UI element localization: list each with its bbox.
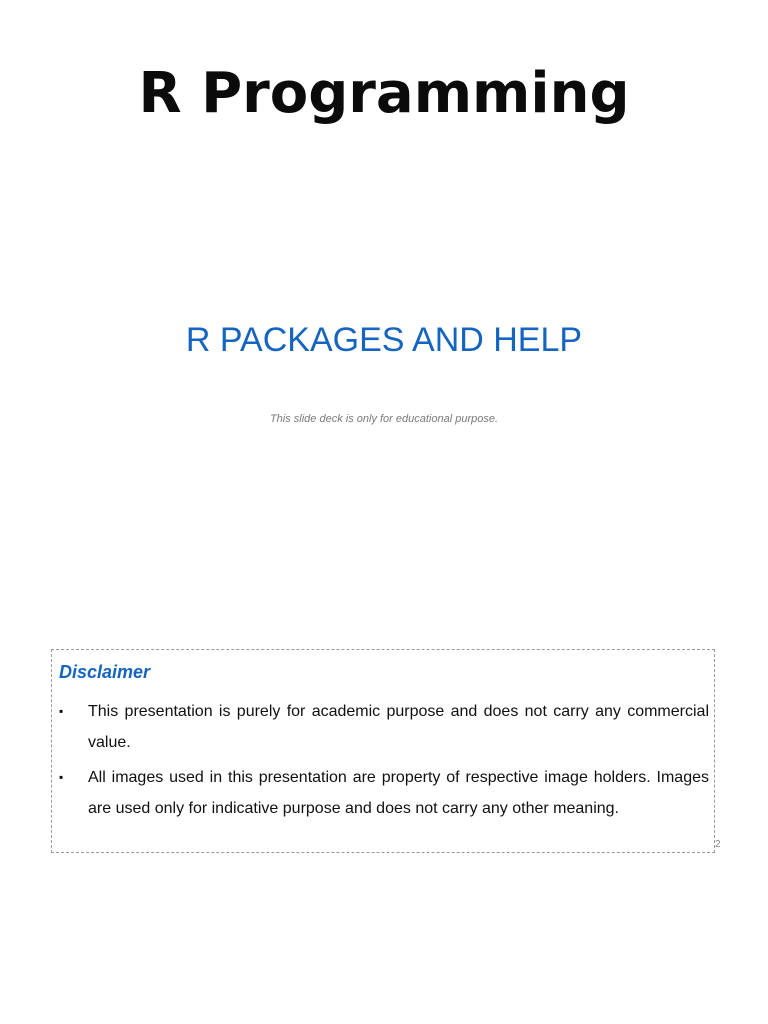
bullet-icon: ▪ bbox=[59, 704, 64, 718]
disclaimer-item bbox=[59, 696, 709, 758]
educational-note: This slide deck is only for educational purpose. bbox=[269, 413, 499, 425]
disclaimer-box bbox=[51, 649, 715, 853]
disclaimer-item-text: This presentation is purely for academic purpose and does not carry any commercial value. bbox=[88, 703, 709, 751]
disclaimer-heading: Disclaimer bbox=[59, 662, 151, 682]
slide-title: R Programming bbox=[138, 61, 630, 126]
disclaimer-list bbox=[59, 696, 709, 828]
disclaimer-item-text: All images used in this presentation are property of respective image holders. Images are used only for indicative purpose and does not carry any other meaning. bbox=[88, 769, 709, 817]
bullet-icon: ▪ bbox=[59, 770, 64, 784]
slide-subtitle: R PACKAGES AND HELP bbox=[185, 321, 583, 359]
page-number: 2 bbox=[715, 839, 721, 850]
disclaimer-item bbox=[59, 762, 709, 824]
